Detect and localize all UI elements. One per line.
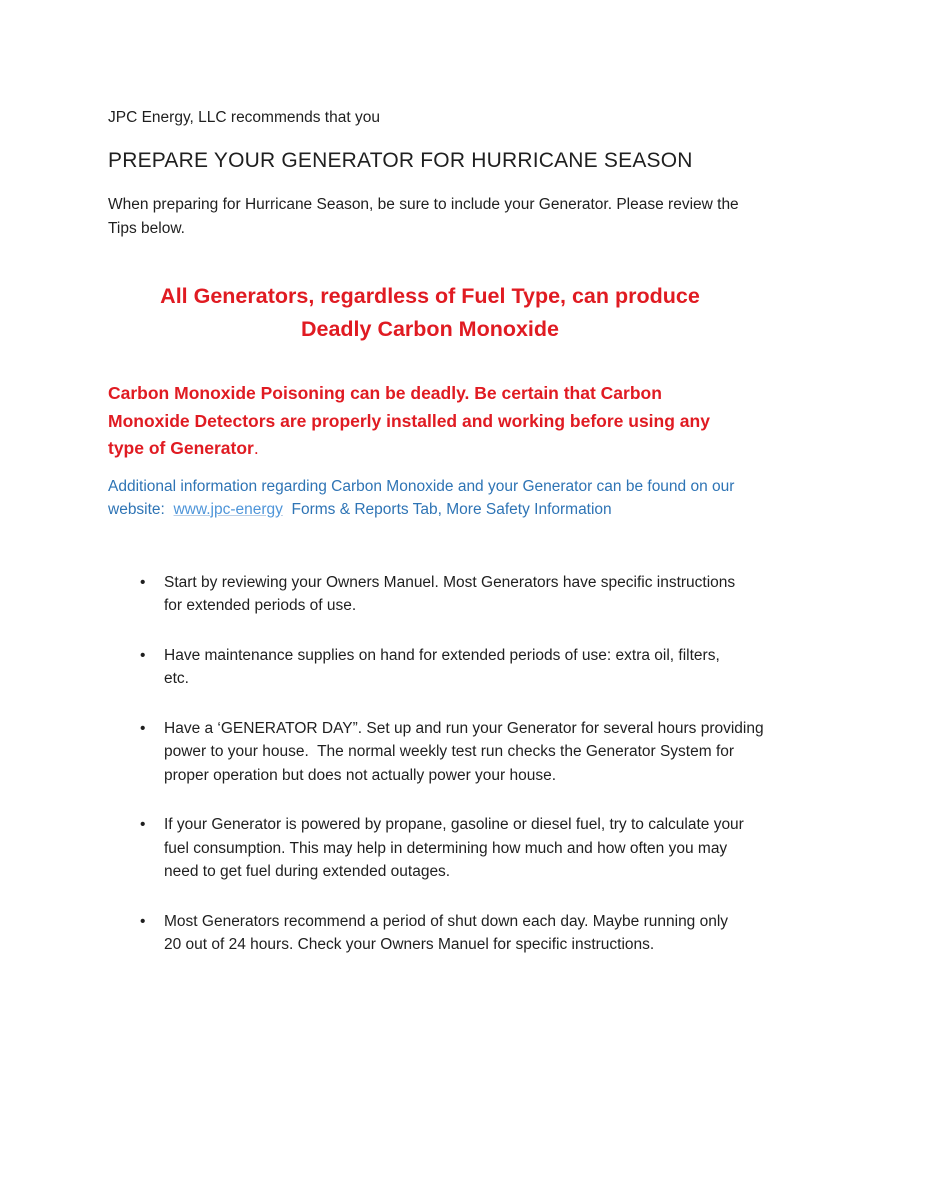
bullet-icon: •: [140, 573, 146, 591]
list-item-text: [164, 717, 764, 788]
list-item-line: Most Generators recommend a period of shut down each day. Maybe running only: [164, 912, 729, 930]
list-item-text: [164, 813, 744, 884]
page-title: PREPARE YOUR GENERATOR FOR HURRICANE SEASON: [108, 149, 693, 172]
list-item-line: etc.: [164, 670, 189, 687]
list-item-line: If your Generator is powered by propane, gasoline or diesel fuel, try to calculate your: [164, 816, 744, 833]
list-item-text: [164, 644, 720, 691]
list-item-line: Have maintenance supplies on hand for extended periods of use: extra oil, filters,: [164, 646, 720, 664]
intro-paragraph-line: When preparing for Hurricane Season, be sure to include your Generator. Please review the: [108, 196, 739, 213]
tips-list: [108, 571, 819, 957]
website-link[interactable]: www.jpc-energy: [173, 500, 283, 518]
list-item: [108, 571, 819, 618]
warning-paragraph-text: type of Generator: [108, 438, 254, 458]
warning-heading-line2: Deadly Carbon Monoxide: [300, 317, 560, 341]
intro-paragraph: [108, 193, 819, 241]
list-item-text: [164, 910, 728, 957]
list-item: [108, 644, 819, 691]
warning-paragraph-line: Carbon Monoxide Poisoning can be deadly. Be certain that Carbon: [108, 383, 662, 403]
list-item-line: power to your house. The normal weekly test run checks the Generator System for: [164, 743, 735, 760]
bullet-icon: •: [140, 719, 146, 737]
info-paragraph: [108, 475, 819, 521]
list-item-line: 20 out of 24 hours. Check your Owners Manuel for specific instructions.: [164, 936, 655, 953]
list-item-text: [164, 571, 735, 618]
warning-heading-line1: All Generators, regardless of Fuel Type, can produce: [160, 284, 700, 308]
recommend-line: JPC Energy, LLC recommends that you: [108, 109, 380, 126]
list-item: [108, 910, 819, 957]
info-paragraph-suffix: Forms & Reports Tab, More Safety Information: [282, 500, 612, 518]
list-item-line: fuel consumption. This may help in determining how much and how often you may: [164, 839, 728, 857]
bullet-icon: •: [140, 646, 146, 664]
intro-paragraph-line: Tips below.: [108, 220, 185, 237]
warning-heading: [108, 280, 752, 346]
warning-paragraph-period: .: [253, 438, 259, 458]
bullet-icon: •: [140, 912, 146, 930]
info-paragraph-line1: Additional information regarding Carbon Monoxide and your Generator can be found on our: [108, 477, 735, 495]
list-item-line: need to get fuel during extended outages.: [164, 863, 451, 880]
list-item-line: Start by reviewing your Owners Manuel. Most Generators have specific instructions: [164, 573, 736, 591]
warning-paragraph-line: Monoxide Detectors are properly installed and working before using any: [108, 410, 710, 431]
list-item-line: for extended periods of use.: [164, 597, 357, 614]
list-item-line: Have a ‘GENERATOR DAY”. Set up and run your Generator for several hours providing: [164, 719, 764, 737]
list-item: [108, 813, 819, 884]
list-item-line: proper operation but does not actually power your house.: [164, 766, 557, 784]
bullet-icon: •: [140, 816, 146, 833]
list-item: [108, 717, 819, 788]
warning-paragraph: [108, 380, 819, 463]
warning-paragraph-line: [108, 435, 819, 463]
info-paragraph-prefix: website:: [108, 500, 174, 518]
info-paragraph-line2: [108, 498, 819, 521]
